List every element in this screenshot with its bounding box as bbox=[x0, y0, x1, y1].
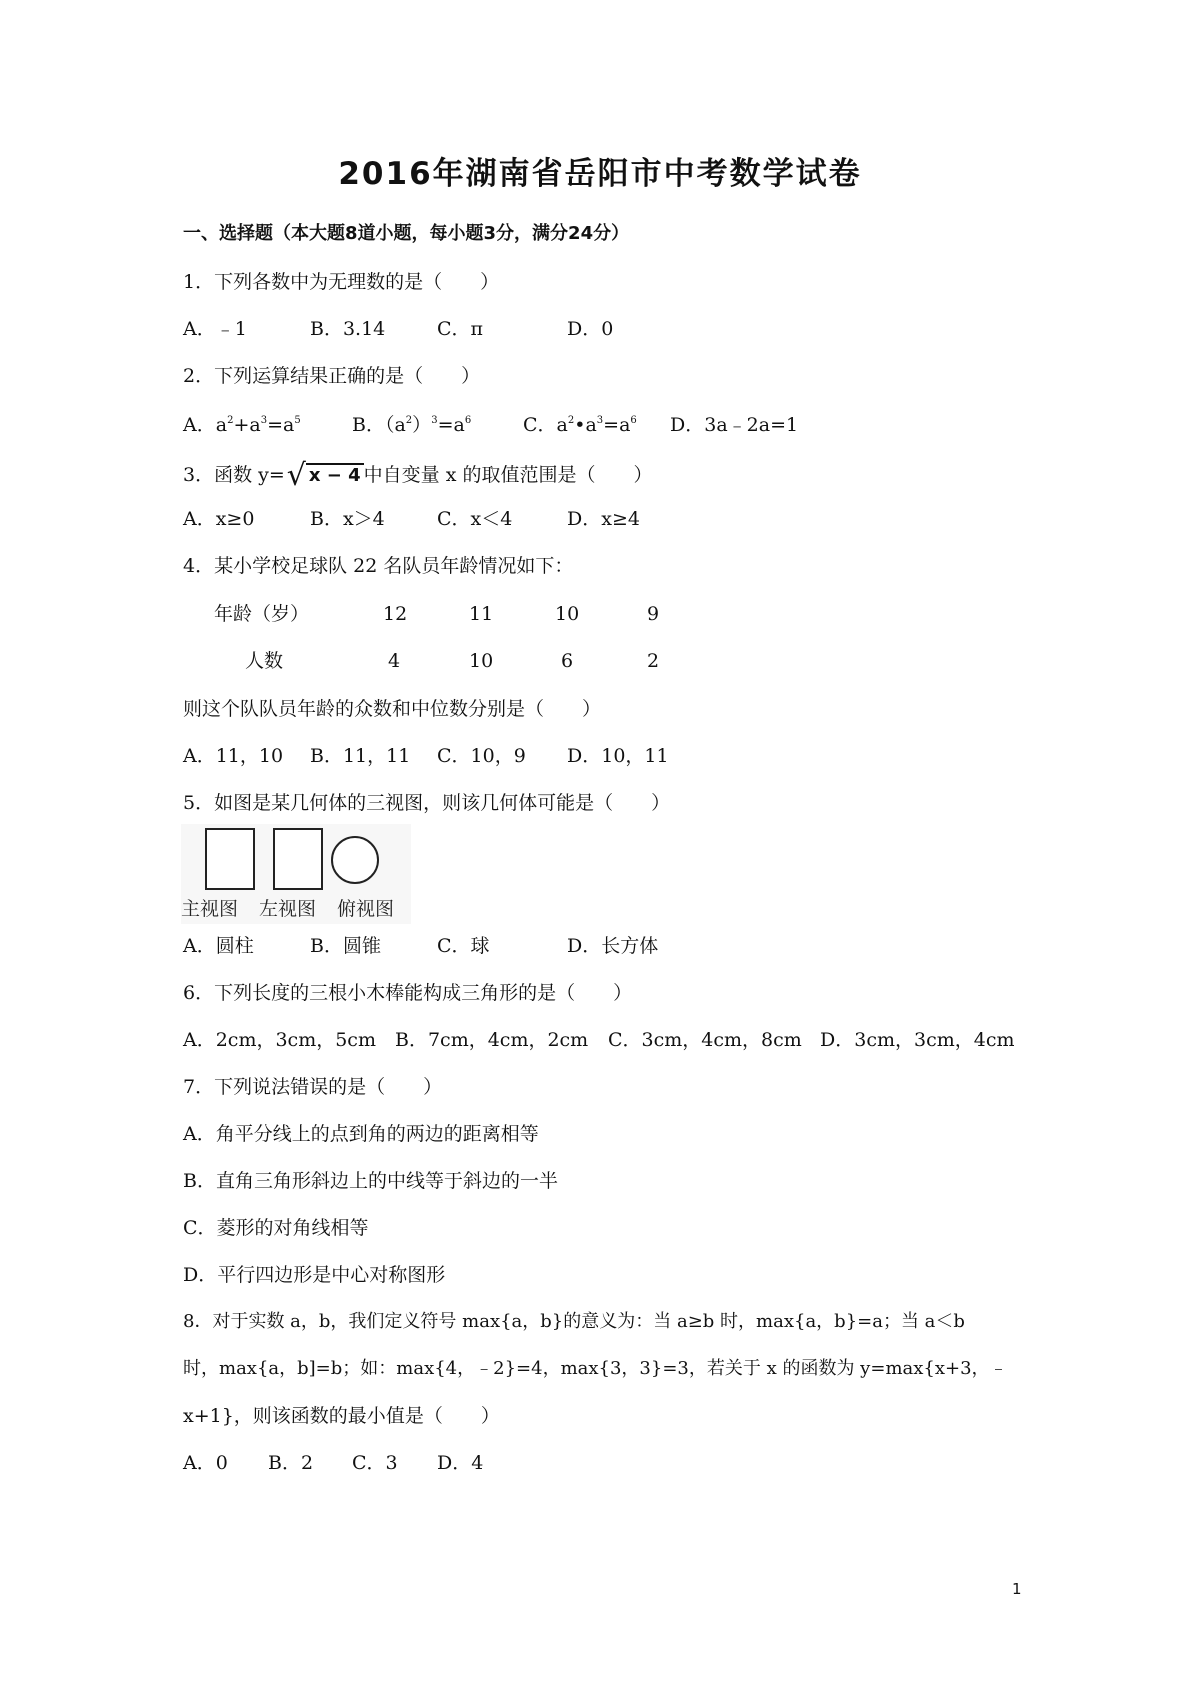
q5-option-a: A．圆柱 bbox=[183, 935, 254, 957]
three-views-figure bbox=[181, 824, 411, 924]
q8-option-c: C．3 bbox=[352, 1452, 398, 1474]
q3-option-c: C．x＜4 bbox=[437, 508, 513, 530]
table-cell: 6 bbox=[561, 650, 574, 672]
table-cell: 12 bbox=[383, 603, 408, 625]
page-number: 1 bbox=[1012, 1580, 1022, 1598]
q6-option-a: A．2cm，3cm，5cm bbox=[183, 1029, 376, 1051]
front-view-label: 主视图 bbox=[181, 898, 239, 920]
q2-option-b: B．$(a^2)^3=a^6$ bbox=[352, 414, 472, 436]
q4-option-b: B．11，11 bbox=[310, 745, 411, 767]
q3-option-d: D．x≥4 bbox=[567, 508, 640, 530]
page-title: 2016年湖南省岳阳市中考数学试卷 bbox=[338, 156, 862, 192]
q4-stem: 4．某小学校足球队 22 名队员年龄情况如下： bbox=[183, 555, 574, 577]
q6-option-d: D．3cm，3cm，4cm bbox=[820, 1029, 1015, 1051]
section-heading: 一、选择题（本大题8道小题，每小题3分，满分24分） bbox=[183, 223, 630, 244]
q3-option-b: B．x＞4 bbox=[310, 508, 385, 530]
side-view-label: 左视图 bbox=[259, 898, 317, 920]
q8-stem-line3: x+1}，则该函数的最小值是（ ） bbox=[183, 1405, 500, 1427]
q3-option-a: A．x≥0 bbox=[183, 508, 255, 530]
q1-option-b: B．3.14 bbox=[310, 318, 386, 340]
q5-option-d: D．长方体 bbox=[567, 935, 659, 957]
q2-option-d: D．3a﹣2a=1 bbox=[670, 414, 799, 436]
table-cell: 9 bbox=[647, 603, 660, 625]
q4-option-c: C．10，9 bbox=[437, 745, 526, 767]
q1-option-d: D．0 bbox=[567, 318, 614, 340]
q7-option-a: A．角平分线上的点到角的两边的距离相等 bbox=[183, 1123, 539, 1145]
table-cell: 11 bbox=[469, 603, 494, 625]
q8-option-b: B．2 bbox=[268, 1452, 314, 1474]
q8-option-a: A．0 bbox=[183, 1452, 228, 1474]
q4-option-d: D．10，11 bbox=[567, 745, 669, 767]
q1-option-c: C．π bbox=[437, 318, 484, 340]
q1-option-a: A．﹣1 bbox=[183, 318, 247, 340]
q5-option-b: B．圆锥 bbox=[310, 935, 381, 957]
q5-stem: 5．如图是某几何体的三视图，则该几何体可能是（ ） bbox=[183, 792, 671, 814]
table-cell: 2 bbox=[647, 650, 660, 672]
side-view-rectangle bbox=[273, 828, 323, 890]
q6-stem: 6．下列长度的三根小木棒能构成三角形的是（ ） bbox=[183, 982, 633, 1004]
q7-stem: 7．下列说法错误的是（ ） bbox=[183, 1076, 443, 1098]
q2-stem: 2．下列运算结果正确的是（ ） bbox=[183, 365, 481, 387]
table-cell: 10 bbox=[469, 650, 494, 672]
q4-question: 则这个队队员年龄的众数和中位数分别是（ ） bbox=[183, 698, 602, 720]
q3-stem: 3．函数 y=√ x − 4 中自变量 x 的取值范围是（ ） bbox=[183, 458, 653, 493]
table-header-count: 人数 bbox=[245, 650, 284, 672]
top-view-circle bbox=[331, 836, 379, 884]
table-cell: 4 bbox=[388, 650, 401, 672]
table-cell: 10 bbox=[555, 603, 580, 625]
q4-option-a: A．11，10 bbox=[183, 745, 284, 767]
front-view-rectangle bbox=[205, 828, 255, 890]
table-header-age: 年龄（岁） bbox=[214, 603, 310, 625]
q8-stem-line2: 时，max{a，b]=b；如：max{4，﹣2}=4，max{3，3}=3，若关于 x 的函数为 y=max{x+3，﹣ bbox=[183, 1358, 1008, 1379]
q7-option-c: C．菱形的对角线相等 bbox=[183, 1217, 369, 1239]
q7-option-b: B．直角三角形斜边上的中线等于斜边的一半 bbox=[183, 1170, 558, 1192]
q8-option-d: D．4 bbox=[437, 1452, 484, 1474]
q5-option-c: C．球 bbox=[437, 935, 490, 957]
q7-option-d: D．平行四边形是中心对称图形 bbox=[183, 1264, 446, 1286]
top-view-label: 俯视图 bbox=[337, 898, 395, 920]
q1-stem: 1．下列各数中为无理数的是（ ） bbox=[183, 271, 500, 293]
q6-option-c: C．3cm，4cm，8cm bbox=[608, 1029, 802, 1051]
q6-option-b: B．7cm，4cm，2cm bbox=[395, 1029, 589, 1051]
square-root: √ x − 4 bbox=[287, 460, 364, 488]
q2-option-c: C．$a^2•a^3=a^6$ bbox=[523, 414, 637, 436]
q8-stem-line1: 8．对于实数 a，b，我们定义符号 max{a，b}的意义为：当 a≥b 时，max{a，b}=a；当 a＜b bbox=[183, 1311, 965, 1332]
q2-option-a: A．$a^2+a^3=a^5$ bbox=[183, 414, 301, 436]
